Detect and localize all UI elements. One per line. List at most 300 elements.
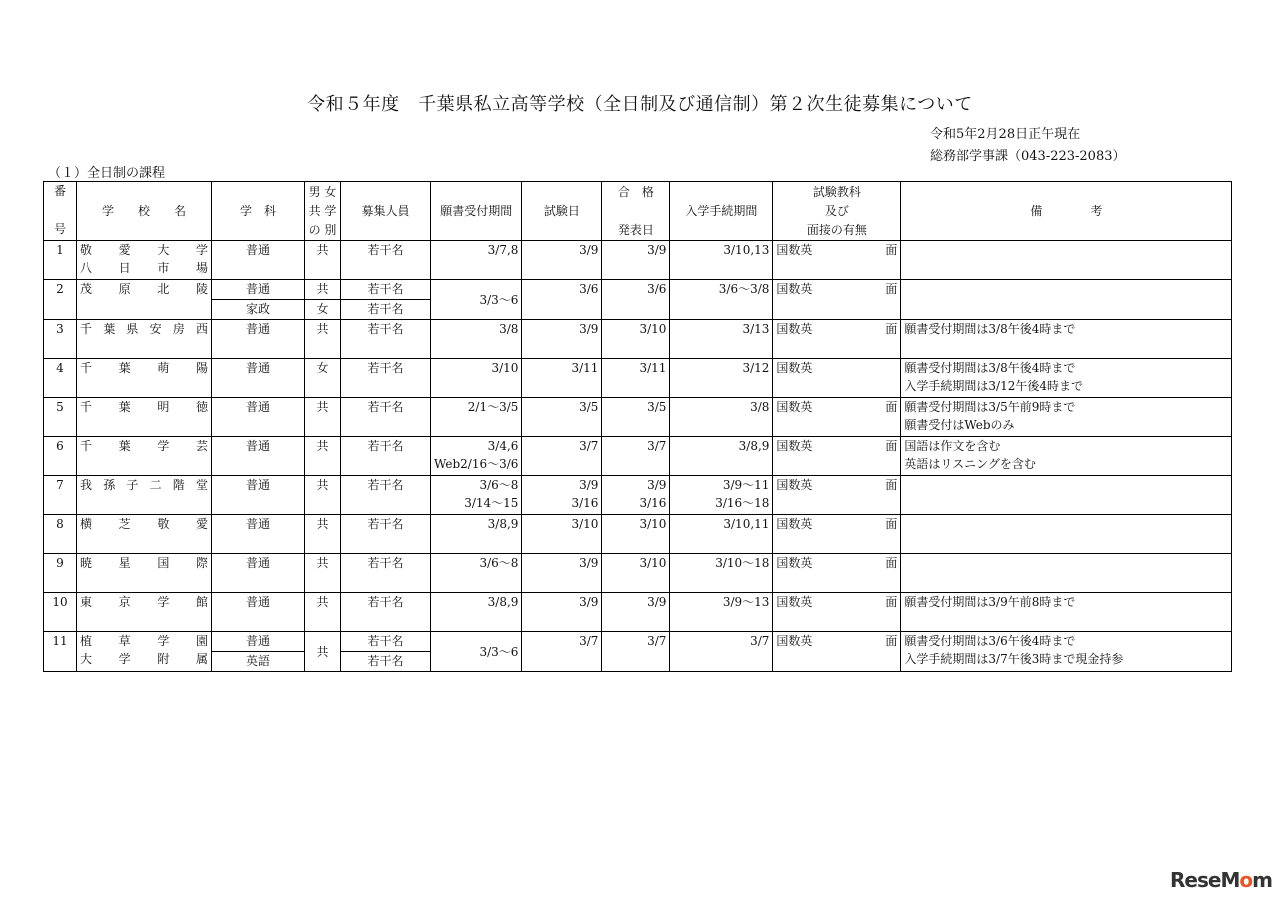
issue-info (930, 124, 1126, 168)
school-name-char: 原 (118, 282, 131, 296)
quota: 若干名 (367, 243, 404, 257)
quota: 若干名 (367, 282, 404, 296)
interview-mark: 面 (885, 517, 898, 531)
application-period-line1: 3/3～6 (479, 644, 519, 659)
procedure-period-line1: 3/7 (750, 634, 770, 648)
col-no-header: 番 号 (44, 182, 77, 241)
gender-cell (305, 515, 341, 554)
pass-cell (602, 476, 670, 515)
gender-cell (305, 398, 341, 437)
school-name-cell (77, 437, 212, 476)
col-pass-header: 合 格 発表日 (602, 182, 670, 241)
col-gender-header: 男 女 共 学 の 別 (305, 182, 341, 241)
quota-cell (341, 652, 431, 672)
procedure-cell (670, 320, 773, 359)
row-number-cell (44, 554, 77, 593)
row-number: 1 (56, 243, 64, 257)
school-name-char: 葉 (118, 439, 131, 453)
school-name-char: 敬 (157, 517, 170, 531)
section-heading: （１）全日制の課程 (48, 166, 166, 181)
procedure-period (673, 280, 769, 298)
exam-date (525, 437, 598, 455)
row-number: 4 (56, 361, 64, 375)
table-row (44, 632, 1232, 652)
table-row (44, 593, 1232, 632)
pass-date-line1: 3/9 (647, 243, 667, 257)
gender: 共 (316, 644, 329, 659)
subject-cell-td (773, 593, 901, 632)
application-period (434, 437, 518, 473)
procedure-period (673, 241, 769, 259)
exam-date (525, 554, 598, 572)
pass-date (605, 476, 666, 512)
application-cell (431, 280, 522, 320)
quota-cell (341, 632, 431, 652)
school-name-char: 園 (195, 634, 208, 648)
gender: 共 (316, 595, 329, 609)
procedure-period (673, 554, 769, 572)
course-cell (212, 632, 305, 652)
remark-line1: 願書受付期間は3/8午後4時まで (904, 361, 1076, 375)
school-name-char: 安 (149, 322, 162, 336)
row-number-cell (44, 398, 77, 437)
procedure-period-line1: 3/9～13 (722, 595, 770, 609)
school-name-char: 市 (157, 261, 170, 275)
procedure-cell (670, 476, 773, 515)
subject-cell (776, 241, 897, 259)
exam-date-line1: 3/9 (579, 243, 599, 257)
gender: 共 (316, 243, 329, 257)
application-period (434, 476, 518, 512)
application-period-line2: 3/14～15 (464, 496, 519, 510)
application-cell (431, 437, 522, 476)
school-name-line (80, 554, 208, 572)
school-name-line (80, 593, 208, 611)
school-name-char: 葉 (103, 322, 116, 336)
row-number: 10 (52, 595, 68, 609)
pass-cell (602, 554, 670, 593)
school-name-char: 学 (157, 634, 170, 648)
school-name-line (80, 259, 208, 277)
school-name-char: 芝 (118, 517, 131, 531)
exam-cell (522, 398, 602, 437)
interview-mark: 面 (885, 439, 898, 453)
school-name-cell (77, 554, 212, 593)
gender-cell (305, 320, 341, 359)
pass-cell (602, 515, 670, 554)
school-name-char: 茂 (80, 282, 93, 296)
pass-date-line1: 3/9 (647, 595, 667, 609)
application-period-line1: 3/3～6 (479, 292, 519, 307)
quota-cell (341, 300, 431, 320)
subjects: 国数英 (776, 322, 813, 336)
pass-cell (602, 280, 670, 320)
subjects: 国数英 (776, 400, 813, 414)
procedure-cell (670, 632, 773, 672)
procedure-period-line1: 3/10～18 (715, 556, 770, 570)
quota-cell (341, 515, 431, 554)
col-remarks-header: 備 考 (901, 182, 1232, 241)
procedure-period (673, 437, 769, 455)
school-name-char: 館 (195, 595, 208, 609)
school-name-char: 北 (157, 282, 170, 296)
procedure-period (673, 632, 769, 650)
remarks-cell (901, 476, 1232, 515)
pass-date-line1: 3/7 (647, 634, 667, 648)
procedure-period-line1: 3/12 (742, 361, 770, 375)
course-cell (212, 554, 305, 593)
school-name-line (80, 515, 208, 533)
subject-cell-td (773, 280, 901, 320)
exam-cell (522, 320, 602, 359)
procedure-cell (670, 398, 773, 437)
procedure-period (673, 398, 769, 416)
exam-date (525, 280, 598, 298)
row-number-cell (44, 476, 77, 515)
procedure-cell (670, 437, 773, 476)
pass-date (605, 593, 666, 611)
subject-cell-td (773, 437, 901, 476)
application-period (434, 398, 518, 416)
school-name-line (80, 632, 208, 650)
course: 普通 (245, 322, 270, 336)
school-name-char: 大 (80, 652, 93, 666)
course: 普通 (245, 361, 270, 375)
school-name-cell (77, 398, 212, 437)
subject-cell (776, 593, 897, 611)
department-contact: 総務部学事課（043-223-2083） (930, 149, 1126, 164)
gender: 女 (316, 302, 329, 316)
pass-date-line1: 3/10 (639, 517, 667, 531)
pass-date (605, 320, 666, 338)
gender-cell (305, 300, 341, 320)
school-name-line (80, 359, 208, 377)
school-name-char: 場 (195, 261, 208, 275)
pass-date-line1: 3/5 (647, 400, 667, 414)
school-name-cell (77, 476, 212, 515)
school-name-cell (77, 280, 212, 320)
application-cell (431, 241, 522, 280)
exam-date-line1: 3/9 (579, 556, 599, 570)
course-cell (212, 476, 305, 515)
school-name-char: 陵 (195, 282, 208, 296)
exam-cell (522, 554, 602, 593)
row-number: 8 (56, 517, 64, 531)
school-name-char: 暁 (80, 556, 93, 570)
procedure-cell (670, 241, 773, 280)
exam-cell (522, 359, 602, 398)
course: 普通 (245, 556, 270, 570)
course-cell (212, 280, 305, 300)
pass-date (605, 554, 666, 572)
school-name-char: 孫 (103, 478, 116, 492)
pass-date (605, 280, 666, 298)
exam-date (525, 593, 598, 611)
gender-cell (305, 359, 341, 398)
course: 普通 (245, 243, 270, 257)
course: 普通 (245, 517, 270, 531)
col-course-header: 学 科 (212, 182, 305, 241)
pass-date (605, 437, 666, 455)
table-row (44, 398, 1232, 437)
quota-cell (341, 359, 431, 398)
exam-date (525, 320, 598, 338)
application-period (434, 515, 518, 533)
page-title: 令和５年度 千葉県私立高等学校（全日制及び通信制）第２次生徒募集について (307, 94, 973, 115)
school-name-char: 千 (80, 322, 93, 336)
remarks-cell (901, 593, 1232, 632)
row-number: 2 (56, 282, 64, 296)
school-name-char: 国 (157, 556, 170, 570)
application-period-line1: 3/6～8 (479, 478, 519, 492)
school-name-line (80, 476, 208, 494)
school-name-char: 千 (80, 439, 93, 453)
row-number-cell (44, 280, 77, 320)
application-cell (431, 632, 522, 672)
gender: 女 (316, 361, 329, 375)
course-cell (212, 437, 305, 476)
exam-date (525, 515, 598, 533)
col-subject-header: 試験教科 及び 面接の有無 (773, 182, 901, 241)
remarks-cell (901, 320, 1232, 359)
subjects: 国数英 (776, 634, 813, 648)
school-name-char: 附 (157, 652, 170, 666)
row-number-cell (44, 241, 77, 280)
school-name-char: 芸 (195, 439, 208, 453)
col-exam-header: 試験日 (522, 182, 602, 241)
gender-cell (305, 554, 341, 593)
course: 普通 (245, 282, 270, 296)
school-name-char: 学 (195, 243, 208, 257)
procedure-cell (670, 280, 773, 320)
pass-cell (602, 398, 670, 437)
school-name-line (80, 241, 208, 259)
procedure-period-line1: 3/10,11 (723, 517, 770, 531)
table-row (44, 515, 1232, 554)
exam-date-line1: 3/9 (579, 478, 599, 492)
quota-cell (341, 241, 431, 280)
pass-date (605, 632, 666, 650)
school-name-char: 葉 (118, 400, 131, 414)
course-cell (212, 515, 305, 554)
application-period (434, 554, 518, 572)
application-period-line1: 3/10 (491, 361, 519, 375)
quota: 若干名 (367, 556, 404, 570)
subject-cell-td (773, 515, 901, 554)
procedure-period (673, 320, 769, 338)
gender-cell (305, 437, 341, 476)
application-period-line1: 3/7,8 (487, 243, 519, 257)
remarks-cell (901, 359, 1232, 398)
pass-date-line2: 3/16 (639, 496, 667, 510)
course: 普通 (245, 478, 270, 492)
school-name-char: 堂 (195, 478, 208, 492)
procedure-period-line1: 3/9～11 (722, 478, 770, 492)
remarks-cell (901, 241, 1232, 280)
school-name-cell (77, 632, 212, 672)
procedure-period (673, 593, 769, 611)
school-name-char: 西 (195, 322, 208, 336)
subjects: 国数英 (776, 517, 813, 531)
exam-date-line1: 3/7 (579, 634, 599, 648)
procedure-period (673, 359, 769, 377)
application-period-line1: 3/4,6 (487, 439, 519, 453)
application-cell (431, 515, 522, 554)
exam-cell (522, 280, 602, 320)
subject-cell (776, 554, 897, 572)
school-name-char: 房 (172, 322, 185, 336)
school-name-char: 千 (80, 361, 93, 375)
quota-cell (341, 437, 431, 476)
school-name-char: 学 (118, 652, 131, 666)
procedure-period-line2: 3/16～18 (715, 496, 770, 510)
quota-cell (341, 398, 431, 437)
header-row (44, 182, 1232, 241)
pass-date (605, 241, 666, 259)
subject-cell (776, 437, 897, 455)
course: 英語 (245, 654, 270, 668)
gender-cell (305, 280, 341, 300)
application-cell (431, 398, 522, 437)
application-cell (431, 476, 522, 515)
exam-cell (522, 476, 602, 515)
exam-date (525, 476, 598, 512)
exam-date-line1: 3/7 (579, 439, 599, 453)
quota-cell (341, 320, 431, 359)
pass-date (605, 359, 666, 377)
school-name-char: 草 (118, 634, 131, 648)
interview-mark: 面 (885, 478, 898, 492)
quota: 若干名 (367, 634, 404, 648)
pass-date-line1: 3/7 (647, 439, 667, 453)
pass-cell (602, 241, 670, 280)
row-number-cell (44, 359, 77, 398)
school-name-char: 徳 (195, 400, 208, 414)
row-number: 11 (52, 634, 68, 648)
school-name-char: 子 (126, 478, 139, 492)
school-name-char: 明 (157, 400, 170, 414)
procedure-period-line1: 3/6～3/8 (718, 282, 770, 296)
interview-mark: 面 (885, 243, 898, 257)
exam-cell (522, 437, 602, 476)
remarks-cell (901, 554, 1232, 593)
school-name-char: 日 (118, 261, 131, 275)
quota: 若干名 (367, 322, 404, 336)
application-cell (431, 554, 522, 593)
school-name-char: 植 (80, 634, 93, 648)
subjects: 国数英 (776, 361, 813, 375)
subjects: 国数英 (776, 439, 813, 453)
quota: 若干名 (367, 478, 404, 492)
subject-cell (776, 632, 897, 650)
row-number-cell (44, 632, 77, 672)
course-cell (212, 593, 305, 632)
application-cell (431, 359, 522, 398)
exam-date-line1: 3/5 (579, 400, 599, 414)
interview-mark: 面 (885, 400, 898, 414)
school-name-cell (77, 320, 212, 359)
remark-line2: 入学手続期間は3/7午後3時まで現金持参 (904, 652, 1124, 666)
procedure-cell (670, 554, 773, 593)
procedure-cell (670, 515, 773, 554)
remark-line1: 国語は作文を含む (904, 439, 1001, 453)
subject-cell (776, 515, 897, 533)
application-period-line1: 3/8,9 (487, 517, 519, 531)
gender: 共 (316, 556, 329, 570)
subjects: 国数英 (776, 243, 813, 257)
school-name-char: 東 (80, 595, 93, 609)
course-cell (212, 398, 305, 437)
application-period (434, 291, 518, 309)
issue-date: 令和5年2月28日正午現在 (930, 127, 1081, 142)
table-body (44, 241, 1232, 672)
quota: 若干名 (367, 595, 404, 609)
application-cell (431, 593, 522, 632)
application-cell (431, 320, 522, 359)
exam-date (525, 632, 598, 650)
school-name-char: 横 (80, 517, 93, 531)
exam-date-line1: 3/10 (571, 517, 599, 531)
quota-cell (341, 476, 431, 515)
pass-cell (602, 632, 670, 672)
table-row (44, 280, 1232, 300)
remark-line1: 願書受付期間は3/9午前8時まで (904, 595, 1076, 609)
interview-mark: 面 (885, 634, 898, 648)
school-name-char: 際 (195, 556, 208, 570)
subject-cell-td (773, 359, 901, 398)
procedure-cell (670, 593, 773, 632)
gender: 共 (316, 517, 329, 531)
quota: 若干名 (367, 654, 404, 668)
subject-cell (776, 280, 897, 298)
col-application-header: 願書受付期間 (431, 182, 522, 241)
interview-mark: 面 (885, 322, 898, 336)
col-procedure-header: 入学手続期間 (670, 182, 773, 241)
pass-date-line1: 3/6 (647, 282, 667, 296)
exam-cell (522, 632, 602, 672)
school-name-line (80, 437, 208, 455)
course-cell (212, 300, 305, 320)
remark-line2: 英語はリスニングを含む (904, 457, 1036, 471)
subject-cell (776, 476, 897, 494)
remark-line2: 入学手続期間は3/12午後4時まで (904, 379, 1083, 393)
row-number: 6 (56, 439, 64, 453)
application-period (434, 359, 518, 377)
table-row (44, 554, 1232, 593)
remarks-cell (901, 437, 1232, 476)
resemom-logo: ReseMom (1170, 868, 1272, 892)
gender: 共 (316, 322, 329, 336)
table-row (44, 476, 1232, 515)
exam-cell (522, 515, 602, 554)
quota: 若干名 (367, 439, 404, 453)
exam-date (525, 359, 598, 377)
school-name-line (80, 320, 208, 338)
exam-date (525, 398, 598, 416)
subject-cell (776, 320, 897, 338)
remark-line1: 願書受付期間は3/8午後4時まで (904, 322, 1076, 336)
course: 普通 (245, 439, 270, 453)
application-period (434, 241, 518, 259)
interview-mark: 面 (885, 595, 898, 609)
pass-cell (602, 593, 670, 632)
course-cell (212, 241, 305, 280)
subject-cell-td (773, 554, 901, 593)
school-name-char: 敬 (80, 243, 93, 257)
interview-mark: 面 (885, 282, 898, 296)
school-name-char: 八 (80, 261, 93, 275)
subject-cell-td (773, 632, 901, 672)
